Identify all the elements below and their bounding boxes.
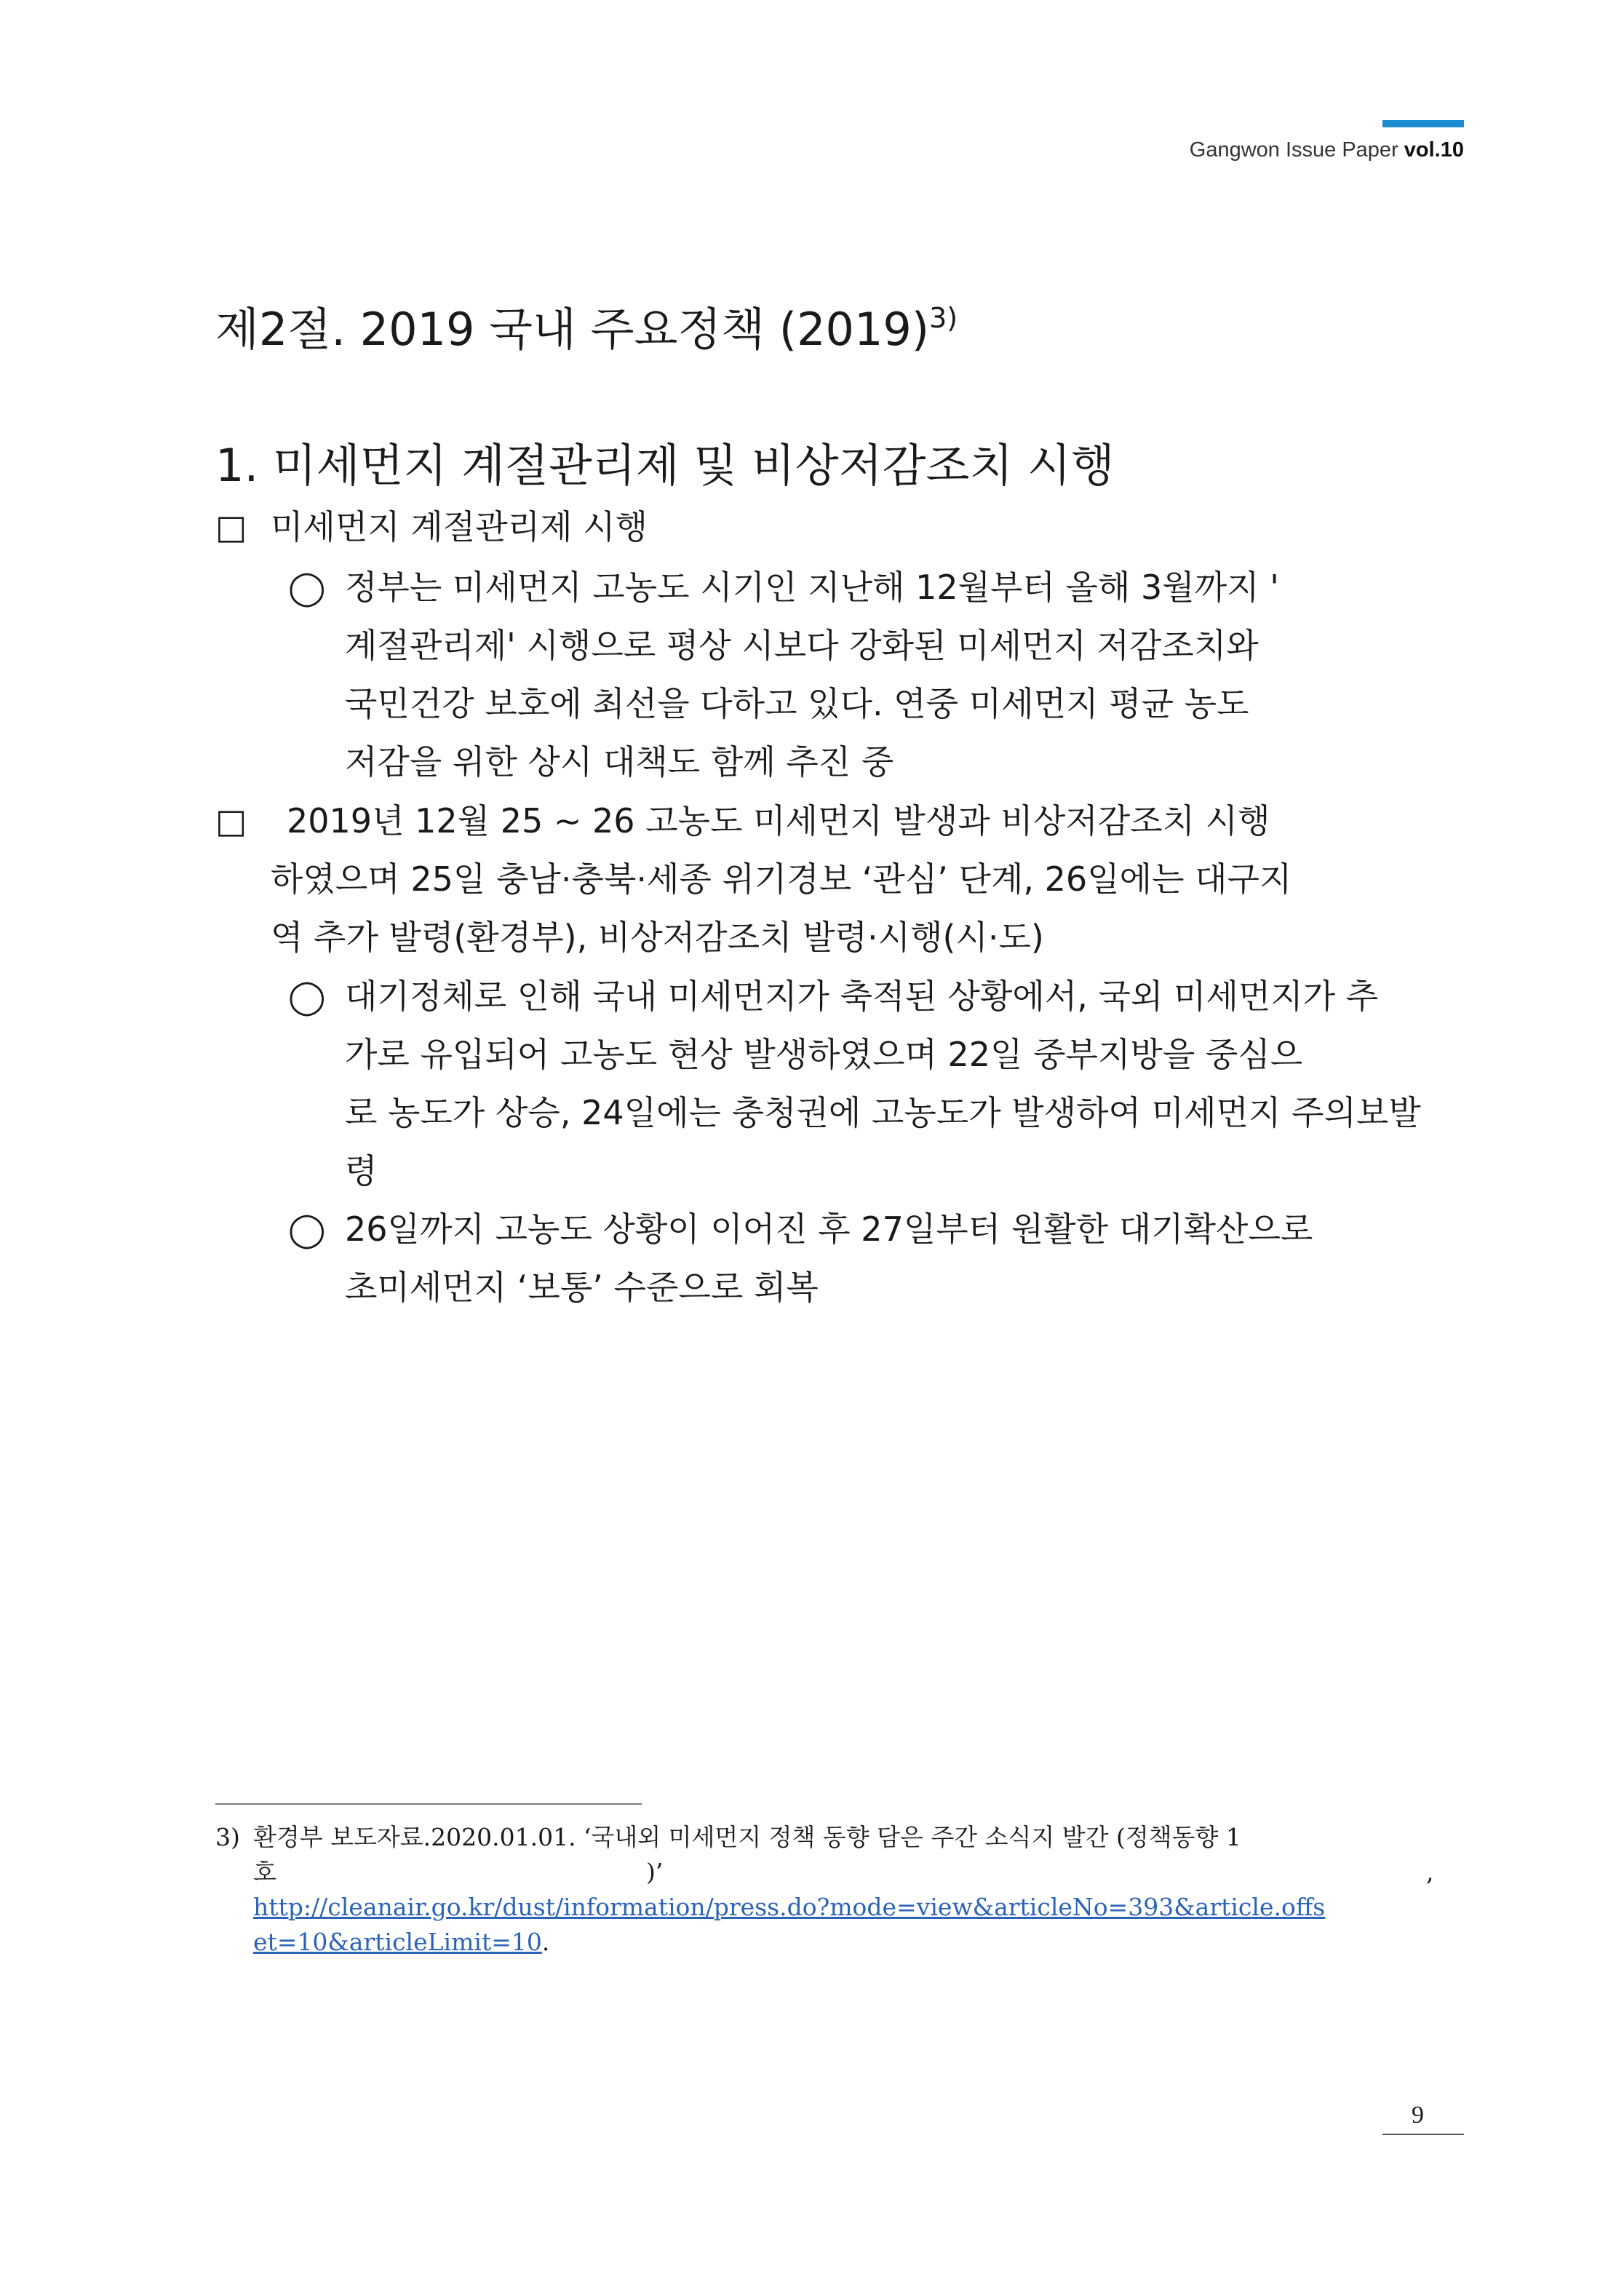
section-footnote-ref[interactable]: 3) <box>929 302 958 334</box>
square-bullet-icon: □ <box>215 801 247 841</box>
footnote-number: 3) <box>215 1823 240 1851</box>
page-number: 9 <box>1412 2102 1424 2129</box>
bullet-b1-1-line-3: 국민건강 보호에 최선을 다하고 있다. 연중 미세먼지 평균 농도 <box>345 684 1249 723</box>
bullet-b1-1-line-2: 계절관리제' 시행으로 평상 시보다 강화된 미세먼지 저감조치와 <box>345 626 1259 665</box>
header-series: Gangwon Issue Paper <box>1189 138 1404 162</box>
bullet-b2-1-line-3: 로 농도가 상승, 24일에는 충청권에 고농도가 발생하여 미세먼지 주의보발 <box>345 1093 1421 1132</box>
header-volume: vol.10 <box>1404 138 1464 162</box>
running-header <box>1190 138 1464 162</box>
bullet-b2-2-line-2: 초미세먼지 ‘보통’ 수준으로 회복 <box>345 1268 819 1307</box>
square-bullet-icon: □ <box>215 507 247 547</box>
circle-bullet-icon: ◯ <box>288 977 326 1016</box>
bullet-b1-line: 미세먼지 계절관리제 시행 <box>271 507 648 547</box>
footnote-link-line-2 <box>253 1930 549 1954</box>
bullet-b2-1-line-2: 가로 유입되어 고농도 현상 발생하였으며 22일 중부지방을 중심으 <box>345 1035 1303 1074</box>
bullet-b2-line-2: 하였으며 25일 충남·충북·세종 위기경보 ‘관심’ 단계, 26일에는 대구지 <box>271 859 1292 899</box>
section-title-text: 제2절. 2019 국내 주요정책 (2019) <box>215 303 930 356</box>
page-number-rule <box>1382 2134 1464 2135</box>
footnote-line-2a: 호 <box>253 1858 276 1886</box>
header-accent-bar <box>1382 120 1464 127</box>
bullet-b1-1-line-1: 정부는 미세먼지 고농도 시기인 지난해 12월부터 올해 3월까지 ' <box>345 568 1279 607</box>
footnote-period: . <box>541 1928 550 1956</box>
footnote-divider <box>215 1803 642 1805</box>
subsection-title: 1. 미세먼지 계절관리제 및 비상저감조치 시행 <box>215 439 1115 492</box>
bullet-b2-line-1: 2019년 12월 25 ~ 26 고농도 미세먼지 발생과 비상저감조치 시행 <box>287 801 1270 841</box>
footnote-line-2b: )’ <box>646 1858 664 1886</box>
bullet-b2-line-3: 역 추가 발령(환경부), 비상저감조치 발령·시행(시·도) <box>271 918 1044 957</box>
footnote-link-line-1[interactable]: http://cleanair.go.kr/dust/information/press.do?mode=view&articleNo=393&article.offs <box>253 1893 1326 1921</box>
footnote-link-tail[interactable]: et=10&articleLimit=10 <box>253 1928 542 1956</box>
circle-bullet-icon: ◯ <box>288 1209 326 1249</box>
footnote-line-2c: , <box>1426 1858 1434 1886</box>
bullet-b2-1-line-4: 령 <box>345 1151 378 1191</box>
bullet-b1-1-line-4: 저감을 위한 상시 대책도 함께 추진 중 <box>345 742 894 782</box>
bullet-b2-1-line-1: 대기정체로 인해 국내 미세먼지가 축적된 상황에서, 국외 미세먼지가 추 <box>345 977 1379 1016</box>
bullet-b2-2-line-1: 26일까지 고농도 상황이 이어진 후 27일부터 원활한 대기확산으로 <box>345 1209 1313 1249</box>
circle-bullet-icon: ◯ <box>288 568 326 607</box>
footnote-line-1: 환경부 보도자료.2020.01.01. ‘국내외 미세먼지 정책 동향 담은 주간 소식지 발간 (정책동향 1 <box>253 1823 1241 1851</box>
section-title <box>215 293 958 358</box>
